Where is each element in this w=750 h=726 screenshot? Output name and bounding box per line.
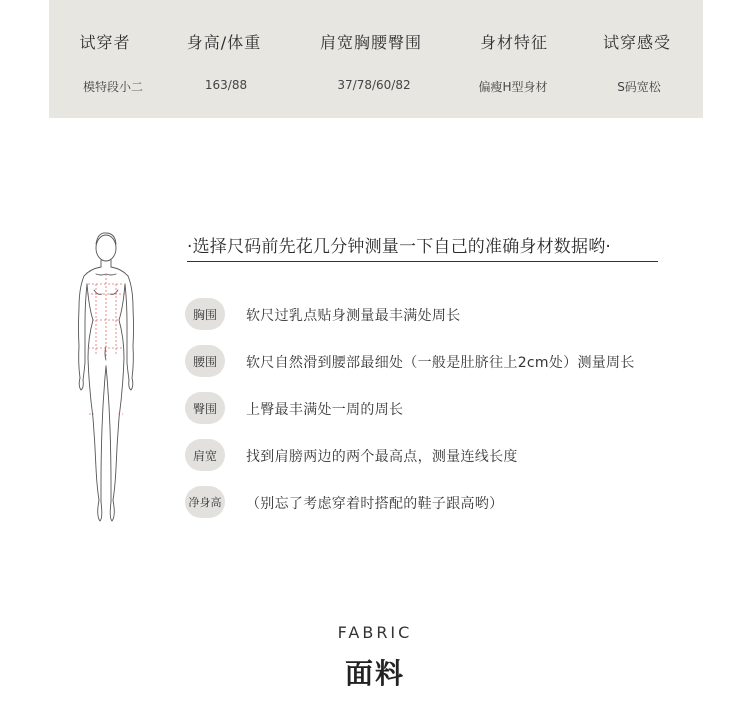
value-tester: 模特段小二: [82, 80, 144, 94]
header-height-weight: 身高/体重: [186, 33, 262, 52]
fabric-title-en: FABRIC: [337, 623, 413, 642]
value-height-weight: 163/88: [204, 78, 248, 92]
value-body-type: 偏瘦H型身材: [478, 80, 548, 94]
header-fit-feel: 试穿感受: [602, 33, 672, 52]
chest-description: 软尺过乳点贴身测量最丰满处周长: [246, 308, 461, 324]
body-figure-illustration: [66, 228, 146, 528]
header-tester: 试穿者: [79, 33, 131, 52]
waist-badge: 腰围: [185, 345, 225, 377]
value-fit-feel: S码宽松: [617, 80, 661, 94]
waist-description: 软尺自然滑到腰部最细处（一般是肚脐往上2cm处）测量周长: [246, 355, 635, 371]
chest-badge: 胸围: [185, 298, 225, 330]
header-measurements: 肩宽胸腰臀围: [319, 33, 423, 52]
height-description: （别忘了考虑穿着时搭配的鞋子跟高哟）: [246, 496, 504, 512]
fabric-title-cn: 面料: [344, 657, 405, 690]
value-measurements: 37/78/60/82: [337, 78, 411, 92]
hip-badge: 臀围: [185, 392, 225, 424]
header-body-type: 身材特征: [479, 33, 549, 52]
measure-guide-title: ·选择尺码前先花几分钟测量一下自己的准确身材数据哟·: [187, 237, 612, 257]
fit-info-table: [49, 0, 703, 118]
title-divider: [187, 261, 658, 262]
hip-description: 上臀最丰满处一周的周长: [246, 402, 404, 418]
shoulder-description: 找到肩膀两边的两个最高点，测量连线长度: [246, 449, 518, 465]
height-badge: 净身高: [185, 486, 225, 518]
shoulder-badge: 肩宽: [185, 439, 225, 471]
